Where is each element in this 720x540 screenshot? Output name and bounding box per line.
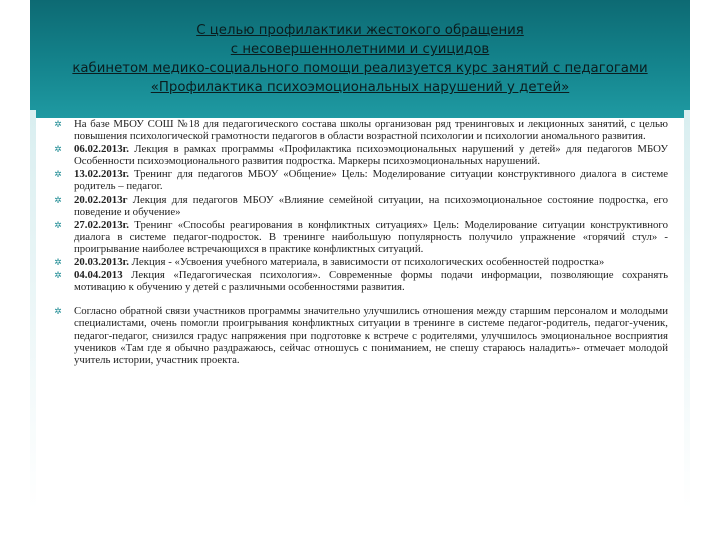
- list-item: [52, 194, 668, 218]
- item-date: 04.04.2013: [74, 269, 123, 282]
- item-text: Лекция в рамках программы «Профилактика психоэмоциональных нарушений у детей» для педагогов МБОУ Особенности психоэмоционального развития подростка. Маркеры психоэмоциональных нарушений.: [74, 143, 668, 168]
- item-text: Лекция - «Усвоения учебного материала, в зависимости от психологических особенностей подростка»: [128, 256, 605, 269]
- item-date: 20.02.2013г: [74, 193, 128, 206]
- title-line: «Профилактика психоэмоциональных нарушений у детей»: [150, 80, 570, 95]
- sun-bullet-icon: ✲: [54, 194, 62, 205]
- sun-bullet-icon: ✲: [54, 306, 62, 317]
- list-item: [52, 269, 668, 293]
- list-item: [52, 143, 668, 167]
- item-text: Лекция для педагогов МБОУ «Влияние семейной ситуации, на психоэмоциональное состояние подростка, его поведение и обучение»: [74, 193, 668, 218]
- item-text: На базе МБОУ СОШ №18 для педагогического состава школы организован ряд тренинговых и лекционных занятий, с целью повышения психологической грамотности педагогов в области возрастной психологии и психологии аномального развития.: [74, 118, 668, 143]
- bullet-list: [52, 118, 668, 367]
- list-item: [52, 219, 668, 255]
- list-item: [52, 168, 668, 192]
- item-text: Лекция «Педагогическая психология». Современные формы подачи информации, позволяющие сохранять мотивацию к обучению у детей с различными особенностями развития.: [74, 269, 668, 294]
- title-line: с несовершеннолетними и суицидов: [230, 42, 490, 57]
- item-text: Согласно обратной связи участников программы значительно улучшились отношения между старшим персоналом и молодыми специалистами, очень помогли проигрывания конфликтных ситуации в тренинге в системе педагог-родитель, педагог-ученик, педагог-педагог, снизился градус напряжения при подготовке к встрече с родителями, улучшилось эмоциональное восприятия учеников «Там где я обычно раздражаюсь, сейчас отношусь с пониманием, не спешу стараюсь наладить»- отмечает молодой учитель истории, участник проекта.: [74, 305, 668, 366]
- sun-bullet-icon: ✲: [54, 169, 62, 180]
- item-date: 06.02.2013г.: [74, 143, 129, 156]
- sun-bullet-icon: ✲: [54, 219, 62, 230]
- item-date: 20.03.2013г.: [74, 256, 129, 269]
- slide-title: [30, 21, 690, 97]
- list-item: [52, 118, 668, 142]
- item-date: 13.02.2013г.: [74, 168, 129, 181]
- title-line: С целью профилактики жестокого обращения: [196, 23, 524, 38]
- sun-bullet-icon: ✲: [54, 119, 62, 129]
- list-item: [52, 305, 668, 365]
- list-item: [52, 256, 668, 268]
- sun-bullet-icon: ✲: [54, 270, 62, 281]
- left-accent-strip: [30, 110, 36, 510]
- right-accent-strip: [684, 110, 690, 510]
- title-line: кабинетом медико-социального помощи реализуется курс занятий с педагогами: [72, 61, 648, 76]
- sun-bullet-icon: ✲: [54, 257, 62, 268]
- sun-bullet-icon: ✲: [54, 144, 62, 155]
- item-text: Тренинг «Способы реагирования в конфликтных ситуациях» Цель: Моделирование ситуации конструктивного диалога в системе педагог-подросток. В тренинге наибольшую популярность получило упражнение «горячий стул» - проигрывание наиболее встречающихся в практике конфликтных ситуаций.: [74, 218, 668, 255]
- item-date: 27.02.2013г.: [74, 218, 129, 231]
- item-text: Тренинг для педагогов МБОУ «Общение» Цель: Моделирование ситуации конструктивного диалога в системе родитель – педагог.: [74, 168, 668, 193]
